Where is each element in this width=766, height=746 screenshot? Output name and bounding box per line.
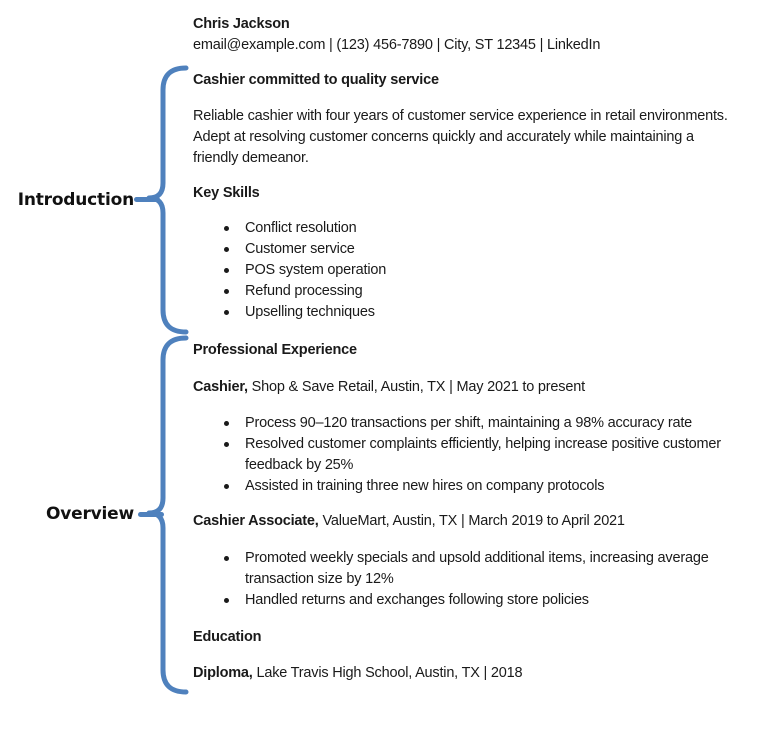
skill-item: Refund processing — [245, 281, 741, 302]
job-details: ValueMart, Austin, TX | March 2019 to April 2021 — [318, 513, 625, 529]
job-bullet: Handled returns and exchanges following store policies — [245, 590, 741, 611]
job-bullet: Resolved customer complaints efficiently, helping increase positive customer feedback by 25% — [245, 434, 741, 476]
job-bullet: Process 90–120 transactions per shift, maintaining a 98% accuracy rate — [245, 413, 741, 434]
job-bullet: Assisted in training three new hires on company protocols — [245, 476, 741, 497]
skill-item: POS system operation — [245, 260, 741, 281]
job-title-line — [193, 511, 741, 532]
brace-overview-icon — [142, 334, 192, 698]
education-line — [193, 663, 741, 684]
contact-line: email@example.com | (123) 456-7890 | City, ST 12345 | LinkedIn — [193, 37, 601, 53]
resume-document — [193, 14, 741, 684]
education-details: Lake Travis High School, Austin, TX | 2018 — [252, 665, 523, 681]
education-degree: Diploma, — [193, 665, 253, 681]
experience-heading: Professional Experience — [193, 342, 357, 358]
job-details: Shop & Save Retail, Austin, TX | May 2021 to present — [247, 379, 585, 395]
skill-item: Customer service — [245, 239, 741, 260]
annotation-label-introduction: Introduction — [17, 190, 134, 210]
skill-item: Upselling techniques — [245, 302, 741, 323]
job-title: Cashier, — [193, 379, 248, 395]
job-title-line — [193, 377, 741, 398]
resume-headline: Cashier committed to quality service — [193, 72, 439, 88]
candidate-name: Chris Jackson — [193, 16, 290, 32]
skill-item: Conflict resolution — [245, 218, 741, 239]
job-bullet-list — [193, 548, 741, 611]
key-skills-heading: Key Skills — [193, 185, 260, 201]
annotation-label-overview: Overview — [46, 504, 134, 524]
job-title: Cashier Associate, — [193, 513, 319, 529]
job-bullet-list — [193, 413, 741, 497]
key-skills-list — [193, 218, 741, 323]
summary-paragraph: Reliable cashier with four years of customer service experience in retail environments. Adept at resolving customer concerns quickly and accurately while maintaining a friendly demeanor. — [193, 108, 728, 166]
education-heading: Education — [193, 629, 262, 645]
brace-introduction-icon — [142, 64, 192, 336]
job-bullet: Promoted weekly specials and upsold additional items, increasing average transaction size by 12% — [245, 548, 741, 590]
